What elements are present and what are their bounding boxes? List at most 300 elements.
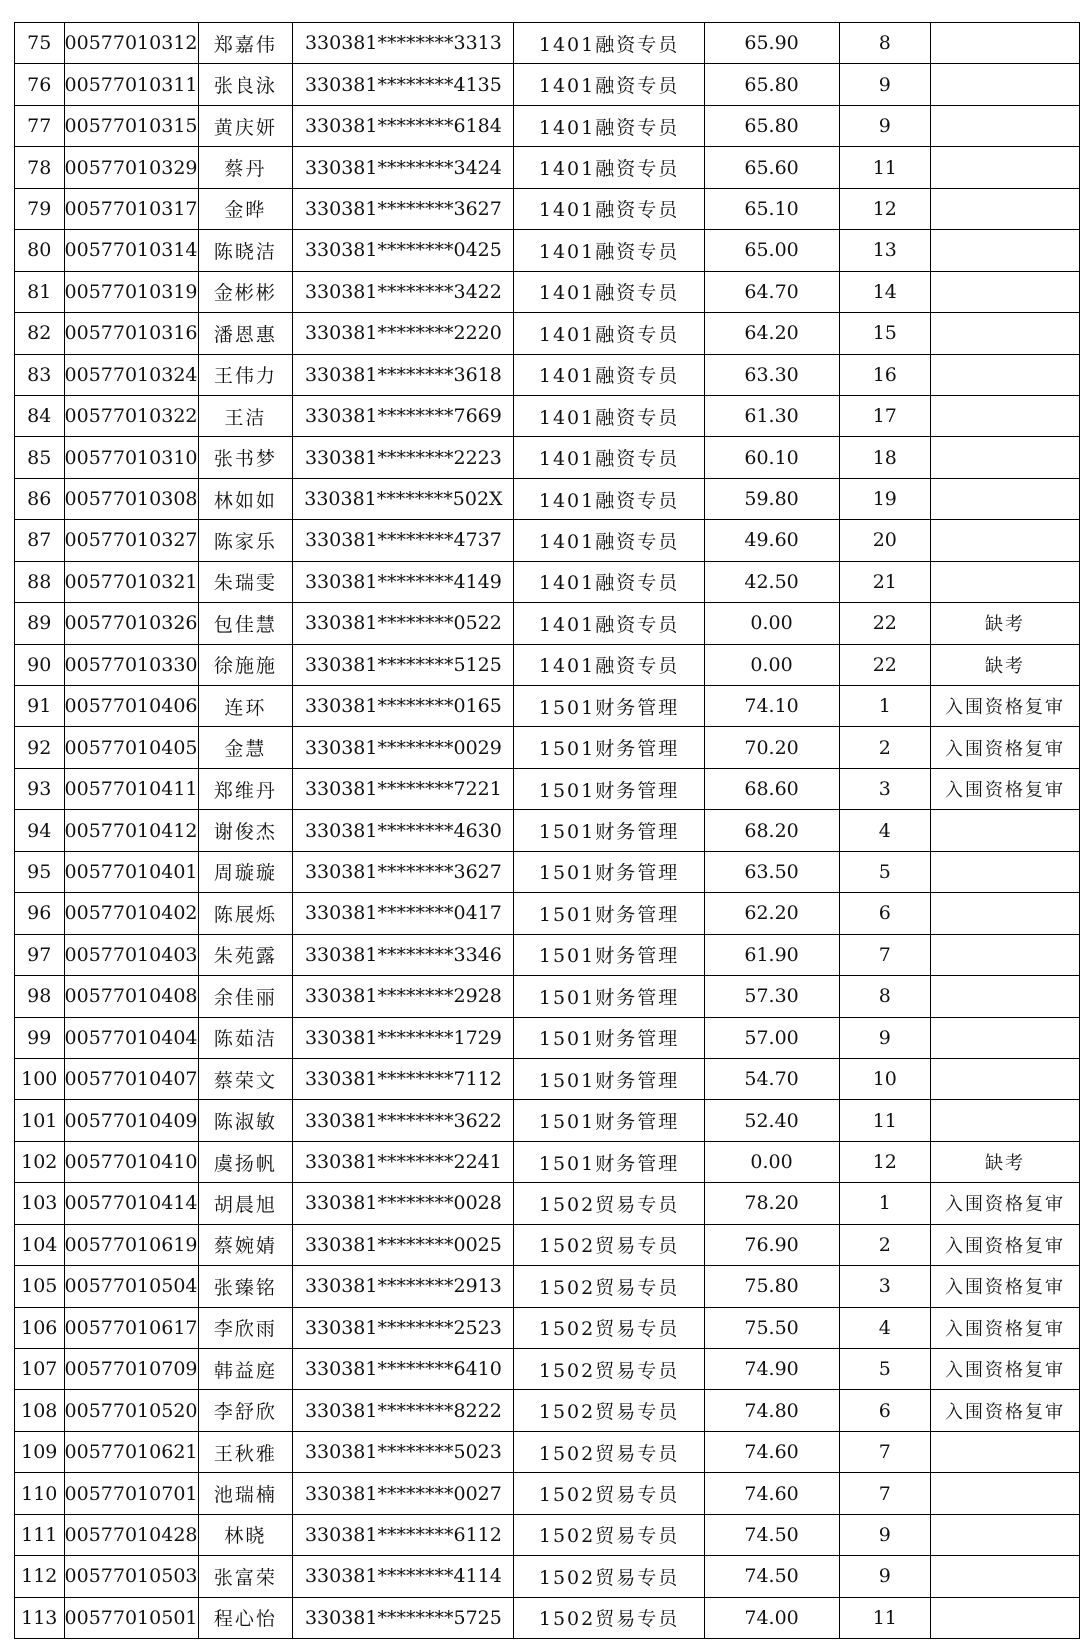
rank-cell: 2 xyxy=(839,1224,930,1265)
rank-cell: 12 xyxy=(839,1141,930,1182)
position-cell: 1501财务管理 xyxy=(514,851,704,892)
exam-id-cell: 00577010324 xyxy=(64,354,198,395)
id-card-cell: 330381********3622 xyxy=(293,1100,514,1141)
candidate-name-cell: 张书梦 xyxy=(198,437,293,478)
candidate-name-cell: 韩益庭 xyxy=(198,1349,293,1390)
position-cell: 1501财务管理 xyxy=(514,1058,704,1099)
score-cell: 75.80 xyxy=(704,1266,839,1307)
remark-cell xyxy=(931,1597,1080,1638)
table-row xyxy=(15,105,1080,146)
candidate-name-cell: 周璇璇 xyxy=(198,851,293,892)
row-number-cell: 87 xyxy=(15,520,65,561)
rank-cell: 3 xyxy=(839,1266,930,1307)
score-cell: 42.50 xyxy=(704,561,839,602)
position-cell: 1401融资专员 xyxy=(514,271,704,312)
id-card-cell: 330381********3422 xyxy=(293,271,514,312)
row-number-cell: 102 xyxy=(15,1141,65,1182)
remark-cell xyxy=(931,934,1080,975)
row-number-cell: 81 xyxy=(15,271,65,312)
position-cell: 1501财务管理 xyxy=(514,727,704,768)
id-card-cell: 330381********5125 xyxy=(293,644,514,685)
position-cell: 1401融资专员 xyxy=(514,561,704,602)
remark-cell xyxy=(931,395,1080,436)
candidate-name-cell: 郑嘉伟 xyxy=(198,23,293,64)
row-number-cell: 97 xyxy=(15,934,65,975)
position-cell: 1501财务管理 xyxy=(514,976,704,1017)
row-number-cell: 107 xyxy=(15,1349,65,1390)
row-number-cell: 96 xyxy=(15,893,65,934)
position-cell: 1401融资专员 xyxy=(514,23,704,64)
id-card-cell: 330381********3346 xyxy=(293,934,514,975)
row-number-cell: 103 xyxy=(15,1183,65,1224)
table-row xyxy=(15,64,1080,105)
rank-cell: 9 xyxy=(839,1017,930,1058)
remark-cell xyxy=(931,851,1080,892)
exam-id-cell: 00577010315 xyxy=(64,105,198,146)
rank-cell: 9 xyxy=(839,1556,930,1597)
id-card-cell: 330381********3627 xyxy=(293,851,514,892)
table-row xyxy=(15,1307,1080,1348)
rank-cell: 19 xyxy=(839,478,930,519)
id-card-cell: 330381********2928 xyxy=(293,976,514,1017)
remark-cell xyxy=(931,976,1080,1017)
position-cell: 1501财务管理 xyxy=(514,893,704,934)
score-cell: 0.00 xyxy=(704,1141,839,1182)
exam-id-cell: 00577010401 xyxy=(64,851,198,892)
exam-id-cell: 00577010314 xyxy=(64,230,198,271)
score-cell: 65.80 xyxy=(704,64,839,105)
candidate-name-cell: 连环 xyxy=(198,686,293,727)
rank-cell: 10 xyxy=(839,1058,930,1099)
row-number-cell: 110 xyxy=(15,1473,65,1514)
rank-cell: 15 xyxy=(839,313,930,354)
table-row xyxy=(15,934,1080,975)
exam-id-cell: 00577010412 xyxy=(64,810,198,851)
exam-id-cell: 00577010310 xyxy=(64,437,198,478)
id-card-cell: 330381********0028 xyxy=(293,1183,514,1224)
score-cell: 63.50 xyxy=(704,851,839,892)
candidate-name-cell: 包佳慧 xyxy=(198,603,293,644)
id-card-cell: 330381********1729 xyxy=(293,1017,514,1058)
candidate-name-cell: 潘恩惠 xyxy=(198,313,293,354)
table-row xyxy=(15,644,1080,685)
exam-id-cell: 00577010617 xyxy=(64,1307,198,1348)
id-card-cell: 330381********3618 xyxy=(293,354,514,395)
rank-cell: 9 xyxy=(839,105,930,146)
score-cell: 65.80 xyxy=(704,105,839,146)
score-cell: 65.90 xyxy=(704,23,839,64)
table-row xyxy=(15,478,1080,519)
exam-id-cell: 00577010409 xyxy=(64,1100,198,1141)
score-cell: 74.60 xyxy=(704,1473,839,1514)
remark-cell: 缺考 xyxy=(931,1141,1080,1182)
id-card-cell: 330381********0165 xyxy=(293,686,514,727)
candidate-name-cell: 王洁 xyxy=(198,395,293,436)
score-cell: 60.10 xyxy=(704,437,839,478)
score-cell: 0.00 xyxy=(704,644,839,685)
remark-cell: 入围资格复审 xyxy=(931,727,1080,768)
id-card-cell: 330381********3627 xyxy=(293,188,514,229)
exam-id-cell: 00577010406 xyxy=(64,686,198,727)
id-card-cell: 330381********7669 xyxy=(293,395,514,436)
rank-cell: 20 xyxy=(839,520,930,561)
remark-cell xyxy=(931,520,1080,561)
id-card-cell: 330381********4630 xyxy=(293,810,514,851)
remark-cell: 缺考 xyxy=(931,603,1080,644)
position-cell: 1502贸易专员 xyxy=(514,1473,704,1514)
candidate-name-cell: 朱瑞雯 xyxy=(198,561,293,602)
results-table xyxy=(14,22,1080,1639)
row-number-cell: 100 xyxy=(15,1058,65,1099)
exam-id-cell: 00577010319 xyxy=(64,271,198,312)
candidate-name-cell: 王伟力 xyxy=(198,354,293,395)
exam-id-cell: 00577010621 xyxy=(64,1431,198,1472)
rank-cell: 18 xyxy=(839,437,930,478)
rank-cell: 9 xyxy=(839,1514,930,1555)
id-card-cell: 330381********0417 xyxy=(293,893,514,934)
exam-id-cell: 00577010410 xyxy=(64,1141,198,1182)
table-row xyxy=(15,851,1080,892)
rank-cell: 22 xyxy=(839,644,930,685)
table-row xyxy=(15,230,1080,271)
exam-id-cell: 00577010329 xyxy=(64,147,198,188)
rank-cell: 16 xyxy=(839,354,930,395)
row-number-cell: 85 xyxy=(15,437,65,478)
score-cell: 52.40 xyxy=(704,1100,839,1141)
id-card-cell: 330381********3313 xyxy=(293,23,514,64)
remark-cell xyxy=(931,230,1080,271)
table-row xyxy=(15,1058,1080,1099)
exam-id-cell: 00577010403 xyxy=(64,934,198,975)
row-number-cell: 75 xyxy=(15,23,65,64)
row-number-cell: 94 xyxy=(15,810,65,851)
rank-cell: 1 xyxy=(839,1183,930,1224)
score-cell: 74.50 xyxy=(704,1556,839,1597)
score-cell: 74.80 xyxy=(704,1390,839,1431)
row-number-cell: 104 xyxy=(15,1224,65,1265)
id-card-cell: 330381********6184 xyxy=(293,105,514,146)
rank-cell: 1 xyxy=(839,686,930,727)
remark-cell: 入围资格复审 xyxy=(931,1349,1080,1390)
remark-cell xyxy=(931,1017,1080,1058)
score-cell: 63.30 xyxy=(704,354,839,395)
row-number-cell: 101 xyxy=(15,1100,65,1141)
candidate-name-cell: 李舒欣 xyxy=(198,1390,293,1431)
id-card-cell: 330381********0027 xyxy=(293,1473,514,1514)
score-cell: 0.00 xyxy=(704,603,839,644)
candidate-name-cell: 蔡婉婧 xyxy=(198,1224,293,1265)
row-number-cell: 109 xyxy=(15,1431,65,1472)
row-number-cell: 83 xyxy=(15,354,65,395)
candidate-name-cell: 谢俊杰 xyxy=(198,810,293,851)
rank-cell: 5 xyxy=(839,851,930,892)
candidate-name-cell: 林如如 xyxy=(198,478,293,519)
exam-id-cell: 00577010501 xyxy=(64,1597,198,1638)
row-number-cell: 113 xyxy=(15,1597,65,1638)
row-number-cell: 86 xyxy=(15,478,65,519)
remark-cell xyxy=(931,561,1080,602)
position-cell: 1502贸易专员 xyxy=(514,1266,704,1307)
exam-id-cell: 00577010402 xyxy=(64,893,198,934)
remark-cell xyxy=(931,893,1080,934)
candidate-name-cell: 陈茹洁 xyxy=(198,1017,293,1058)
row-number-cell: 79 xyxy=(15,188,65,229)
score-cell: 65.60 xyxy=(704,147,839,188)
id-card-cell: 330381********6112 xyxy=(293,1514,514,1555)
exam-id-cell: 00577010701 xyxy=(64,1473,198,1514)
id-card-cell: 330381********0522 xyxy=(293,603,514,644)
score-cell: 61.30 xyxy=(704,395,839,436)
remark-cell xyxy=(931,354,1080,395)
table-row xyxy=(15,893,1080,934)
candidate-name-cell: 张富荣 xyxy=(198,1556,293,1597)
candidate-name-cell: 金彬彬 xyxy=(198,271,293,312)
rank-cell: 11 xyxy=(839,147,930,188)
row-number-cell: 93 xyxy=(15,768,65,809)
row-number-cell: 92 xyxy=(15,727,65,768)
row-number-cell: 91 xyxy=(15,686,65,727)
candidate-name-cell: 池瑞楠 xyxy=(198,1473,293,1514)
id-card-cell: 330381********5725 xyxy=(293,1597,514,1638)
position-cell: 1502贸易专员 xyxy=(514,1431,704,1472)
exam-id-cell: 00577010408 xyxy=(64,976,198,1017)
remark-cell xyxy=(931,437,1080,478)
score-cell: 54.70 xyxy=(704,1058,839,1099)
remark-cell: 入围资格复审 xyxy=(931,1224,1080,1265)
id-card-cell: 330381********0025 xyxy=(293,1224,514,1265)
rank-cell: 17 xyxy=(839,395,930,436)
position-cell: 1401融资专员 xyxy=(514,437,704,478)
position-cell: 1401融资专员 xyxy=(514,313,704,354)
id-card-cell: 330381********7221 xyxy=(293,768,514,809)
row-number-cell: 106 xyxy=(15,1307,65,1348)
position-cell: 1401融资专员 xyxy=(514,644,704,685)
table-row xyxy=(15,1266,1080,1307)
table-row xyxy=(15,271,1080,312)
position-cell: 1502贸易专员 xyxy=(514,1183,704,1224)
score-cell: 78.20 xyxy=(704,1183,839,1224)
candidate-name-cell: 张臻铭 xyxy=(198,1266,293,1307)
row-number-cell: 78 xyxy=(15,147,65,188)
candidate-name-cell: 胡晨旭 xyxy=(198,1183,293,1224)
row-number-cell: 77 xyxy=(15,105,65,146)
score-cell: 74.00 xyxy=(704,1597,839,1638)
table-row xyxy=(15,1431,1080,1472)
id-card-cell: 330381********2913 xyxy=(293,1266,514,1307)
position-cell: 1401融资专员 xyxy=(514,603,704,644)
id-card-cell: 330381********0425 xyxy=(293,230,514,271)
score-cell: 57.00 xyxy=(704,1017,839,1058)
position-cell: 1401融资专员 xyxy=(514,395,704,436)
table-row xyxy=(15,520,1080,561)
candidate-name-cell: 郑维丹 xyxy=(198,768,293,809)
exam-id-cell: 00577010405 xyxy=(64,727,198,768)
position-cell: 1502贸易专员 xyxy=(514,1556,704,1597)
candidate-name-cell: 徐施施 xyxy=(198,644,293,685)
rank-cell: 7 xyxy=(839,1473,930,1514)
remark-cell: 入围资格复审 xyxy=(931,768,1080,809)
score-cell: 74.10 xyxy=(704,686,839,727)
table-row xyxy=(15,1141,1080,1182)
id-card-cell: 330381********7112 xyxy=(293,1058,514,1099)
score-cell: 75.50 xyxy=(704,1307,839,1348)
table-row xyxy=(15,1224,1080,1265)
rank-cell: 2 xyxy=(839,727,930,768)
candidate-name-cell: 陈展烁 xyxy=(198,893,293,934)
score-cell: 68.20 xyxy=(704,810,839,851)
score-cell: 57.30 xyxy=(704,976,839,1017)
position-cell: 1401融资专员 xyxy=(514,147,704,188)
id-card-cell: 330381********3424 xyxy=(293,147,514,188)
position-cell: 1501财务管理 xyxy=(514,768,704,809)
row-number-cell: 76 xyxy=(15,64,65,105)
table-row xyxy=(15,976,1080,1017)
remark-cell xyxy=(931,1058,1080,1099)
position-cell: 1501财务管理 xyxy=(514,934,704,975)
table-row xyxy=(15,686,1080,727)
remark-cell xyxy=(931,188,1080,229)
id-card-cell: 330381********502X xyxy=(293,478,514,519)
rank-cell: 8 xyxy=(839,23,930,64)
exam-id-cell: 00577010321 xyxy=(64,561,198,602)
table-row xyxy=(15,23,1080,64)
exam-id-cell: 00577010330 xyxy=(64,644,198,685)
id-card-cell: 330381********2220 xyxy=(293,313,514,354)
rank-cell: 11 xyxy=(839,1597,930,1638)
exam-id-cell: 00577010316 xyxy=(64,313,198,354)
row-number-cell: 80 xyxy=(15,230,65,271)
position-cell: 1401融资专员 xyxy=(514,105,704,146)
id-card-cell: 330381********2223 xyxy=(293,437,514,478)
rank-cell: 8 xyxy=(839,976,930,1017)
id-card-cell: 330381********2523 xyxy=(293,1307,514,1348)
score-cell: 74.50 xyxy=(704,1514,839,1555)
candidate-name-cell: 金晔 xyxy=(198,188,293,229)
id-card-cell: 330381********4737 xyxy=(293,520,514,561)
score-cell: 76.90 xyxy=(704,1224,839,1265)
remark-cell: 入围资格复审 xyxy=(931,686,1080,727)
position-cell: 1502贸易专员 xyxy=(514,1390,704,1431)
id-card-cell: 330381********5023 xyxy=(293,1431,514,1472)
exam-id-cell: 00577010619 xyxy=(64,1224,198,1265)
position-cell: 1502贸易专员 xyxy=(514,1349,704,1390)
exam-id-cell: 00577010407 xyxy=(64,1058,198,1099)
score-cell: 59.80 xyxy=(704,478,839,519)
candidate-name-cell: 余佳丽 xyxy=(198,976,293,1017)
position-cell: 1501财务管理 xyxy=(514,810,704,851)
row-number-cell: 112 xyxy=(15,1556,65,1597)
remark-cell xyxy=(931,810,1080,851)
candidate-name-cell: 李欣雨 xyxy=(198,1307,293,1348)
score-sheet xyxy=(14,22,1080,1639)
score-cell: 74.90 xyxy=(704,1349,839,1390)
candidate-name-cell: 蔡丹 xyxy=(198,147,293,188)
table-row xyxy=(15,1017,1080,1058)
rank-cell: 11 xyxy=(839,1100,930,1141)
remark-cell: 入围资格复审 xyxy=(931,1266,1080,1307)
table-row xyxy=(15,1100,1080,1141)
remark-cell: 入围资格复审 xyxy=(931,1183,1080,1224)
rank-cell: 13 xyxy=(839,230,930,271)
row-number-cell: 98 xyxy=(15,976,65,1017)
position-cell: 1502贸易专员 xyxy=(514,1307,704,1348)
table-row xyxy=(15,437,1080,478)
row-number-cell: 108 xyxy=(15,1390,65,1431)
remark-cell: 入围资格复审 xyxy=(931,1307,1080,1348)
candidate-name-cell: 陈淑敏 xyxy=(198,1100,293,1141)
score-cell: 65.10 xyxy=(704,188,839,229)
table-row xyxy=(15,354,1080,395)
exam-id-cell: 00577010317 xyxy=(64,188,198,229)
rank-cell: 6 xyxy=(839,893,930,934)
candidate-name-cell: 陈家乐 xyxy=(198,520,293,561)
position-cell: 1502贸易专员 xyxy=(514,1514,704,1555)
rank-cell: 5 xyxy=(839,1349,930,1390)
id-card-cell: 330381********0029 xyxy=(293,727,514,768)
score-cell: 68.60 xyxy=(704,768,839,809)
table-row xyxy=(15,188,1080,229)
exam-id-cell: 00577010312 xyxy=(64,23,198,64)
candidate-name-cell: 蔡荣文 xyxy=(198,1058,293,1099)
rank-cell: 7 xyxy=(839,934,930,975)
id-card-cell: 330381********6410 xyxy=(293,1349,514,1390)
remark-cell: 入围资格复审 xyxy=(931,1390,1080,1431)
id-card-cell: 330381********8222 xyxy=(293,1390,514,1431)
candidate-name-cell: 朱苑露 xyxy=(198,934,293,975)
position-cell: 1401融资专员 xyxy=(514,230,704,271)
exam-id-cell: 00577010504 xyxy=(64,1266,198,1307)
row-number-cell: 88 xyxy=(15,561,65,602)
results-table-body xyxy=(15,23,1080,1639)
table-row xyxy=(15,1514,1080,1555)
exam-id-cell: 00577010411 xyxy=(64,768,198,809)
candidate-name-cell: 林晓 xyxy=(198,1514,293,1555)
candidate-name-cell: 虞扬帆 xyxy=(198,1141,293,1182)
id-card-cell: 330381********4135 xyxy=(293,64,514,105)
rank-cell: 12 xyxy=(839,188,930,229)
exam-id-cell: 00577010414 xyxy=(64,1183,198,1224)
position-cell: 1501财务管理 xyxy=(514,1141,704,1182)
rank-cell: 6 xyxy=(839,1390,930,1431)
position-cell: 1401融资专员 xyxy=(514,64,704,105)
table-row xyxy=(15,313,1080,354)
table-row xyxy=(15,561,1080,602)
position-cell: 1401融资专员 xyxy=(514,478,704,519)
rank-cell: 22 xyxy=(839,603,930,644)
table-row xyxy=(15,1597,1080,1638)
position-cell: 1401融资专员 xyxy=(514,188,704,229)
score-cell: 64.70 xyxy=(704,271,839,312)
exam-id-cell: 00577010503 xyxy=(64,1556,198,1597)
remark-cell xyxy=(931,64,1080,105)
candidate-name-cell: 黄庆妍 xyxy=(198,105,293,146)
row-number-cell: 84 xyxy=(15,395,65,436)
candidate-name-cell: 陈晓洁 xyxy=(198,230,293,271)
candidate-name-cell: 金慧 xyxy=(198,727,293,768)
row-number-cell: 90 xyxy=(15,644,65,685)
id-card-cell: 330381********4149 xyxy=(293,561,514,602)
position-cell: 1502贸易专员 xyxy=(514,1224,704,1265)
remark-cell xyxy=(931,147,1080,188)
score-cell: 62.20 xyxy=(704,893,839,934)
table-row xyxy=(15,810,1080,851)
remark-cell xyxy=(931,478,1080,519)
rank-cell: 4 xyxy=(839,1307,930,1348)
table-row xyxy=(15,1349,1080,1390)
rank-cell: 7 xyxy=(839,1431,930,1472)
position-cell: 1401融资专员 xyxy=(514,520,704,561)
score-cell: 64.20 xyxy=(704,313,839,354)
